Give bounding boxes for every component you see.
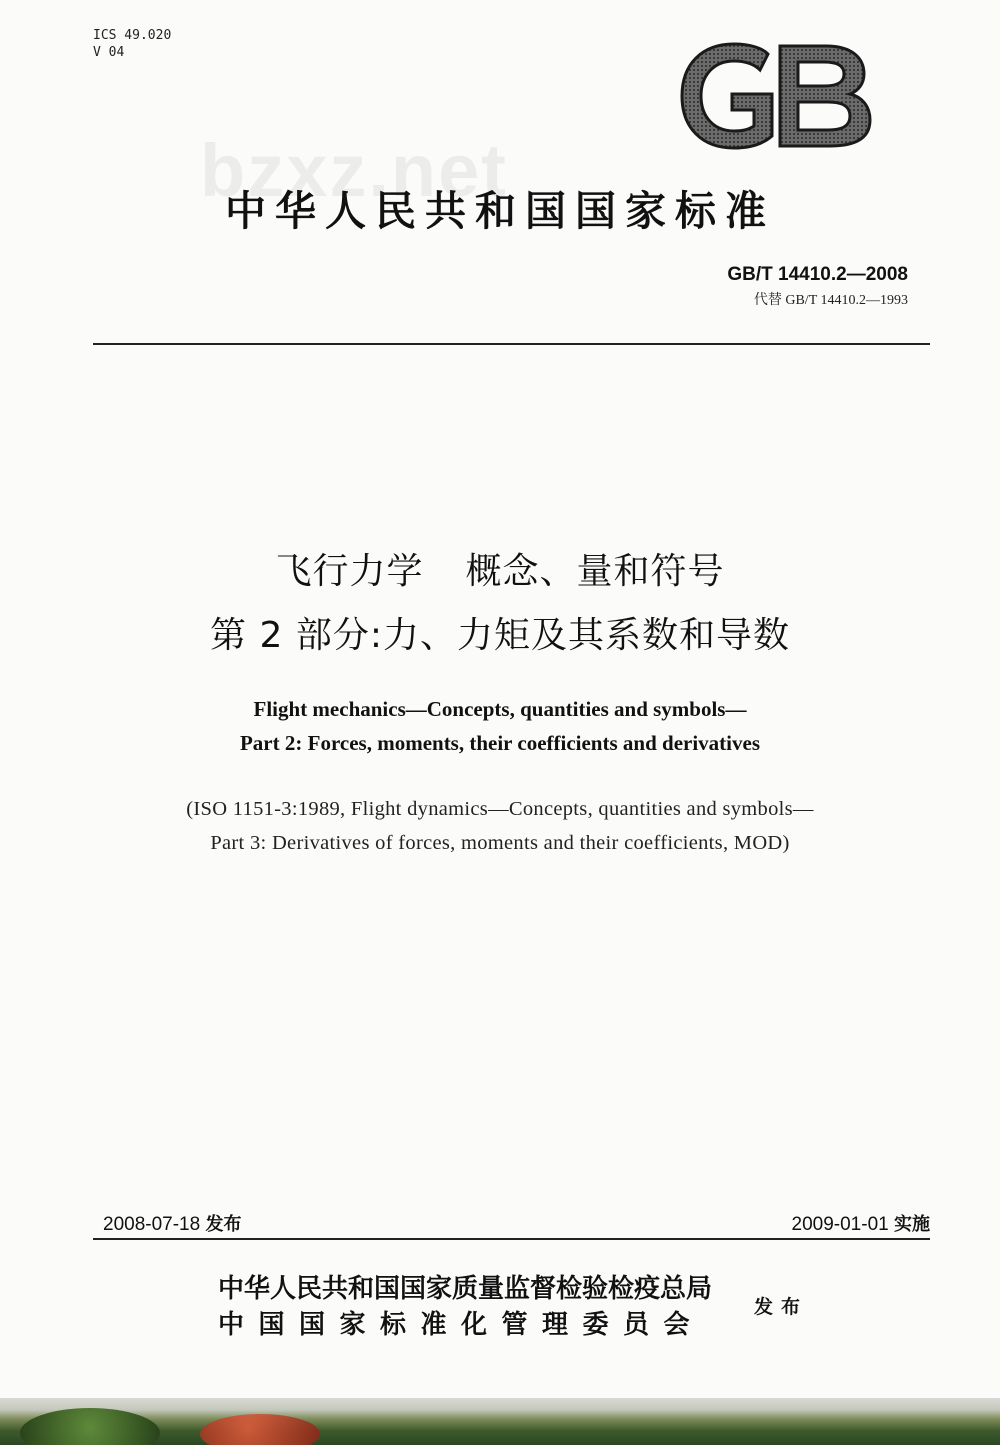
replaces-standard: 代替 GB/T 14410.2—1993 bbox=[753, 293, 908, 308]
ics-code: ICS 49.020 bbox=[93, 28, 172, 43]
issuer-aqsiq: 中华人民共和国国家质量监督检验检疫总局 bbox=[218, 1274, 713, 1304]
standard-number-text: GB/T 14410.2—2008 bbox=[727, 264, 908, 285]
iso-reference-line1: (ISO 1151-3:1989, Flight dynamics—Concepts, quantities and symbols— bbox=[186, 798, 814, 820]
national-standard-title: 中华人民共和国国家标准 bbox=[225, 187, 775, 235]
effective-date-value: 2009-01-01 bbox=[791, 1214, 889, 1235]
effective-date-label: 实施 bbox=[894, 1214, 930, 1235]
watermark-text: bzxz.net bbox=[200, 129, 508, 212]
issue-date bbox=[103, 1210, 241, 1236]
header-divider bbox=[93, 343, 930, 345]
fruit-shape bbox=[200, 1414, 320, 1445]
issue-date-value: 2008-07-18 bbox=[103, 1214, 201, 1235]
footer-divider bbox=[93, 1238, 930, 1240]
scanned-background-strip bbox=[0, 1398, 1000, 1445]
classification-codes bbox=[93, 27, 171, 61]
standard-number bbox=[727, 264, 908, 286]
effective-date bbox=[792, 1210, 930, 1236]
issue-date-label: 发布 bbox=[205, 1214, 242, 1235]
title-cn-line2: 第 2 部分:力、力矩及其系数和导数 bbox=[210, 615, 790, 656]
issuer-sac: 中国国家标准化管理委员会 bbox=[218, 1310, 705, 1340]
ccs-code: V 04 bbox=[93, 45, 125, 60]
gb-logo-icon bbox=[676, 40, 876, 152]
title-cn-line1 bbox=[0, 543, 1000, 594]
title-cn-topic: 概念、量和符号 bbox=[465, 551, 725, 592]
title-cn-subject: 飞行力学 bbox=[275, 551, 424, 592]
iso-reference-line2: Part 3: Derivatives of forces, moments and their coefficients, MOD) bbox=[210, 832, 790, 854]
title-en-line2: Part 2: Forces, moments, their coefficients and derivatives bbox=[239, 731, 760, 755]
publish-label: 发布 bbox=[754, 1296, 809, 1318]
leaf-shape bbox=[20, 1408, 160, 1445]
title-en-line1: Flight mechanics—Concepts, quantities and symbols— bbox=[253, 697, 747, 721]
